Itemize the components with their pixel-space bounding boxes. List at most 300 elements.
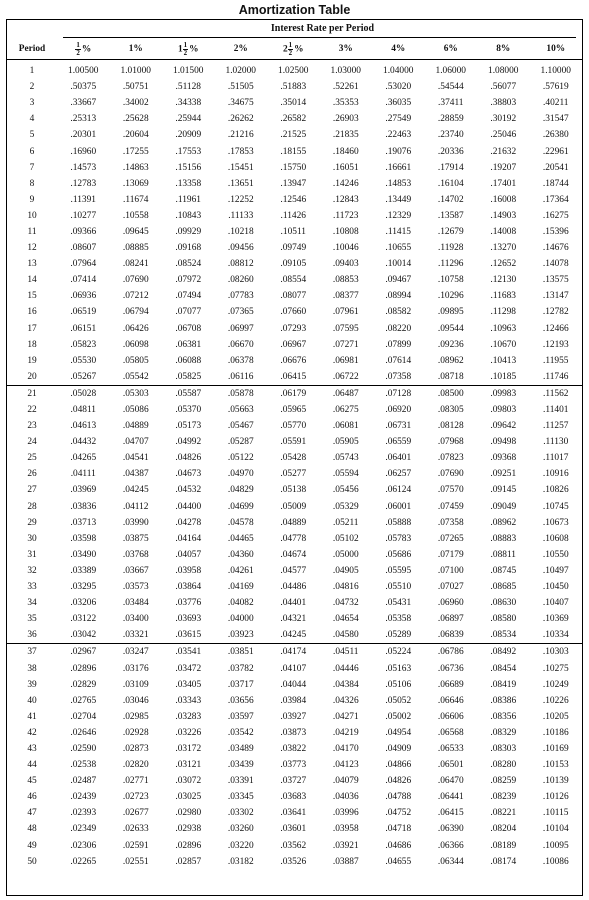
- factor-cell: .09368: [490, 453, 517, 464]
- factor-cell: .03343: [175, 695, 202, 706]
- factor-cell: .03597: [227, 711, 254, 722]
- table-row: [7, 547, 582, 563]
- factor-cell: .14676: [542, 243, 569, 254]
- factor-cell: .07961: [332, 307, 359, 318]
- factor-cell: .20301: [70, 130, 97, 141]
- factor-cell: .03927: [280, 711, 307, 722]
- factor-cell: .05028: [57, 385, 110, 402]
- factor-cell: .10277: [70, 210, 97, 221]
- factor-cell: 1.02500: [278, 66, 309, 77]
- factor-cell: .11928: [438, 243, 464, 254]
- table-row: [7, 402, 582, 418]
- factor-cell: .06646: [437, 695, 464, 706]
- factor-cell: .11674: [123, 194, 149, 205]
- table-row: [7, 531, 582, 547]
- factor-cell: .06967: [280, 339, 307, 350]
- period-cell: 37: [7, 644, 57, 661]
- factor-cell: .04829: [227, 485, 254, 496]
- table-row: [7, 60, 582, 80]
- factor-cell: .04082: [227, 598, 254, 609]
- factor-cell: .21525: [280, 130, 307, 141]
- factor-cell: .09645: [122, 226, 149, 237]
- table-row: [7, 677, 582, 693]
- factor-cell: .50751: [122, 82, 149, 93]
- factor-cell: .02306: [70, 840, 97, 851]
- factor-cell: .04432: [70, 437, 97, 448]
- factor-cell: .03042: [70, 630, 97, 641]
- factor-cell: .25944: [175, 114, 202, 125]
- table-row: [7, 611, 582, 627]
- factor-cell: .04219: [332, 727, 359, 738]
- table-row: [7, 595, 582, 611]
- factor-cell: .07358: [437, 517, 464, 528]
- table-row: [7, 854, 582, 870]
- factor-cell: .07128: [372, 385, 425, 402]
- period-cell: 28: [27, 501, 37, 512]
- factor-cell: .07570: [437, 485, 464, 496]
- factor-cell: .10550: [542, 549, 569, 560]
- factor-cell: .05905: [332, 437, 359, 448]
- factor-cell: .03182: [227, 856, 254, 867]
- factor-cell: .13449: [385, 194, 412, 205]
- factor-cell: .03176: [122, 663, 149, 674]
- factor-cell: .05289: [385, 630, 412, 641]
- factor-cell: .04826: [385, 776, 412, 787]
- factor-cell: .18155: [280, 146, 307, 157]
- factor-cell: .03226: [175, 727, 202, 738]
- factor-cell: .08962: [490, 517, 517, 528]
- factor-cell: .10046: [332, 243, 359, 254]
- factor-cell: .04578: [227, 517, 254, 528]
- factor-cell: .06997: [227, 323, 254, 334]
- factor-cell: .12782: [542, 307, 569, 318]
- factor-cell: .05000: [332, 549, 359, 560]
- table-row: [7, 579, 582, 595]
- factor-cell: .09467: [385, 275, 412, 286]
- factor-cell: .07293: [280, 323, 307, 334]
- period-cell: 40: [27, 695, 37, 706]
- factor-cell: .06415: [437, 808, 464, 819]
- factor-cell: .10186: [542, 727, 569, 738]
- factor-cell: .04401: [280, 598, 307, 609]
- factor-cell: .04123: [332, 760, 359, 771]
- factor-cell: .03260: [227, 824, 254, 835]
- factor-cell: .10745: [542, 501, 569, 512]
- period-cell: 50: [27, 856, 37, 867]
- factor-cell: 1.03000: [330, 66, 361, 77]
- factor-cell: .05456: [332, 485, 359, 496]
- factor-cell: .11723: [333, 210, 359, 221]
- rate-header-5: [320, 39, 373, 60]
- period-cell: 19: [27, 355, 37, 366]
- factor-cell: .06839: [437, 630, 464, 641]
- rate-header-8: [477, 39, 530, 60]
- factor-cell: .03615: [175, 630, 202, 641]
- factor-cell: .09236: [437, 339, 464, 350]
- factor-cell: .09168: [175, 243, 202, 254]
- factor-cell: .04360: [227, 549, 254, 560]
- factor-cell: .20541: [542, 162, 569, 173]
- factor-cell: .14246: [332, 178, 359, 189]
- factor-cell: .08329: [490, 727, 517, 738]
- factor-cell: .05106: [385, 679, 412, 690]
- factor-cell: .06344: [437, 856, 464, 867]
- factor-cell: .05009: [280, 501, 307, 512]
- table-row: [7, 337, 582, 353]
- factor-cell: .03667: [122, 565, 149, 576]
- factor-cell: .06786: [425, 644, 478, 661]
- period-cell: 27: [27, 485, 37, 496]
- factor-cell: .11298: [490, 307, 516, 318]
- table-row: [7, 434, 582, 450]
- factor-cell: .03713: [70, 517, 97, 528]
- rate-header-suffix: %: [294, 44, 304, 54]
- factor-cell: .12679: [437, 226, 464, 237]
- factor-cell: .31547: [542, 114, 569, 125]
- factor-cell: .10014: [385, 259, 412, 270]
- period-cell: 39: [27, 679, 37, 690]
- table-subtitle: Interest Rate per Period: [270, 23, 375, 34]
- factor-cell: .08377: [332, 291, 359, 302]
- factor-cell: .51128: [175, 82, 201, 93]
- factor-cell: .22961: [542, 146, 569, 157]
- factor-cell: .05825: [175, 371, 202, 382]
- factor-cell: .02967: [57, 644, 110, 661]
- factor-cell: .03405: [175, 679, 202, 690]
- factor-cell: .02551: [122, 856, 149, 867]
- factor-cell: .03220: [227, 840, 254, 851]
- factor-cell: .05287: [227, 437, 254, 448]
- period-cell: 18: [27, 339, 37, 350]
- factor-cell: .03295: [70, 582, 97, 593]
- table-row: [7, 627, 582, 644]
- factor-cell: .03958: [175, 565, 202, 576]
- factor-cell: .03283: [175, 711, 202, 722]
- factor-cell: .08174: [490, 856, 517, 867]
- period-cell: 36: [27, 630, 37, 641]
- table-row: [7, 224, 582, 240]
- factor-cell: .03641: [280, 808, 307, 819]
- factor-cell: .04826: [175, 453, 202, 464]
- factor-cell: .08685: [490, 582, 517, 593]
- factor-cell: .06366: [437, 840, 464, 851]
- factor-cell: .12843: [332, 194, 359, 205]
- factor-cell: .07660: [280, 307, 307, 318]
- factor-cell: 1.02000: [225, 66, 256, 77]
- factor-cell: .10758: [437, 275, 464, 286]
- factor-cell: .08220: [385, 323, 412, 334]
- factor-cell: .04486: [280, 582, 307, 593]
- factor-cell: .14702: [437, 194, 464, 205]
- factor-cell: .06501: [437, 760, 464, 771]
- factor-cell: .53020: [385, 82, 412, 93]
- period-cell: 49: [27, 840, 37, 851]
- factor-cell: .03969: [70, 485, 97, 496]
- factor-cell: .10963: [490, 323, 517, 334]
- factor-cell: .11296: [438, 259, 464, 270]
- table-row: [7, 176, 582, 192]
- factor-cell: .26582: [280, 114, 307, 125]
- factor-cell: .02896: [175, 840, 202, 851]
- factor-cell: .10407: [542, 598, 569, 609]
- period-cell: 46: [27, 792, 37, 803]
- factor-cell: 1.06000: [435, 66, 466, 77]
- factor-cell: .02829: [70, 679, 97, 690]
- factor-cell: .08994: [385, 291, 412, 302]
- factor-cell: .07823: [437, 453, 464, 464]
- factor-cell: .03247: [110, 644, 163, 661]
- factor-cell: .10334: [542, 630, 569, 641]
- factor-cell: .09049: [490, 501, 517, 512]
- factor-cell: .08419: [490, 679, 517, 690]
- factor-cell: .08853: [332, 275, 359, 286]
- factor-cell: .09105: [280, 259, 307, 270]
- factor-cell: .03717: [227, 679, 254, 690]
- fraction-numerator: 1: [76, 40, 80, 49]
- factor-cell: .11017: [543, 453, 569, 464]
- period-cell: 42: [27, 727, 37, 738]
- factor-cell: .06426: [122, 323, 149, 334]
- table-row: [7, 741, 582, 757]
- factor-cell: .02349: [70, 824, 97, 835]
- factor-cell: .05428: [280, 453, 307, 464]
- factor-cell: .17914: [437, 162, 464, 173]
- amortization-table: [7, 39, 582, 870]
- period-cell: 1: [29, 66, 35, 77]
- factor-cell: .03836: [70, 501, 97, 512]
- period-cell: 32: [27, 565, 37, 576]
- period-cell: 9: [29, 194, 35, 205]
- factor-cell: .07968: [437, 437, 464, 448]
- factor-cell: .06401: [385, 453, 412, 464]
- table-row: [7, 385, 582, 402]
- factor-cell: .10275: [542, 663, 569, 674]
- factor-cell: .04036: [332, 792, 359, 803]
- factor-cell: .08883: [490, 533, 517, 544]
- factor-cell: .12546: [280, 194, 307, 205]
- factor-cell: .07614: [385, 355, 412, 366]
- factor-cell: .03851: [215, 644, 268, 661]
- factor-cell: .06689: [437, 679, 464, 690]
- period-cell: 22: [27, 405, 37, 416]
- factor-cell: .07783: [227, 291, 254, 302]
- period-cell: 26: [27, 469, 37, 480]
- table-row: [7, 111, 582, 127]
- page-title: Amortization Table: [238, 3, 351, 17]
- factor-cell: .05686: [385, 549, 412, 560]
- factor-cell: .21835: [332, 130, 359, 141]
- table-row: [7, 773, 582, 789]
- factor-cell: .06708: [175, 323, 202, 334]
- factor-cell: .05002: [385, 711, 412, 722]
- factor-cell: 1.04000: [383, 66, 414, 77]
- factor-cell: .06151: [70, 323, 97, 334]
- factor-cell: .16008: [490, 194, 517, 205]
- table-row: [7, 192, 582, 208]
- factor-cell: .02633: [122, 824, 149, 835]
- period-cell: 44: [27, 760, 37, 771]
- factor-cell: .02857: [175, 856, 202, 867]
- factor-cell: .09366: [70, 226, 97, 237]
- factor-cell: .16104: [437, 178, 464, 189]
- factor-cell: .11401: [543, 405, 569, 416]
- factor-cell: .12652: [490, 259, 517, 270]
- factor-cell: .56077: [490, 82, 517, 93]
- factor-cell: .03302: [227, 808, 254, 819]
- factor-cell: .06533: [437, 743, 464, 754]
- factor-cell: .33667: [70, 98, 97, 109]
- factor-cell: .35353: [332, 98, 359, 109]
- factor-cell: .13651: [227, 178, 254, 189]
- factor-cell: .13069: [122, 178, 149, 189]
- factor-cell: .03656: [227, 695, 254, 706]
- factor-cell: .04580: [332, 630, 359, 641]
- table-row: [7, 563, 582, 579]
- fraction-denominator: 2: [288, 48, 293, 57]
- period-cell: 20: [27, 371, 37, 382]
- factor-cell: .04699: [227, 501, 254, 512]
- rate-header-1: [110, 39, 163, 60]
- factor-cell: .03345: [227, 792, 254, 803]
- factor-cell: .51505: [227, 82, 254, 93]
- rate-header-whole: 10%: [546, 43, 566, 54]
- factor-cell: .06606: [437, 711, 464, 722]
- period-cell: 24: [27, 437, 37, 448]
- factor-cell: .13358: [175, 178, 202, 189]
- factor-cell: .02538: [70, 760, 97, 771]
- factor-cell: .21632: [490, 146, 517, 157]
- factor-cell: .04057: [175, 549, 202, 560]
- factor-cell: .08259: [490, 776, 517, 787]
- factor-cell: .04326: [332, 695, 359, 706]
- factor-cell: .03598: [70, 533, 97, 544]
- factor-cell: .05965: [280, 405, 307, 416]
- factor-cell: .57619: [542, 82, 569, 93]
- rate-header-fraction: [75, 42, 81, 57]
- factor-cell: .05805: [122, 355, 149, 366]
- factor-cell: .50375: [70, 82, 97, 93]
- factor-cell: .25046: [490, 130, 517, 141]
- factor-cell: .35014: [280, 98, 307, 109]
- period-cell: 15: [27, 291, 37, 302]
- factor-cell: .26380: [542, 130, 569, 141]
- factor-cell: .10843: [175, 210, 202, 221]
- factor-cell: .10916: [542, 469, 569, 480]
- factor-cell: .05329: [332, 501, 359, 512]
- factor-cell: .06179: [267, 385, 320, 402]
- factor-cell: .04278: [175, 517, 202, 528]
- period-cell: 13: [27, 259, 37, 270]
- factor-cell: .11133: [228, 210, 254, 221]
- table-row: [7, 143, 582, 159]
- factor-cell: .06981: [332, 355, 359, 366]
- factor-cell: .08221: [490, 808, 517, 819]
- factor-cell: .10413: [490, 355, 517, 366]
- factor-cell: .02646: [70, 727, 97, 738]
- factor-cell: .07459: [437, 501, 464, 512]
- factor-cell: .07265: [437, 533, 464, 544]
- factor-cell: .08239: [490, 792, 517, 803]
- factor-cell: .09983: [477, 385, 530, 402]
- period-cell: 4: [29, 114, 35, 125]
- factor-cell: .07690: [437, 469, 464, 480]
- factor-cell: .06441: [437, 792, 464, 803]
- period-cell: 7: [29, 162, 35, 173]
- factor-cell: .09145: [490, 485, 517, 496]
- table-row: [7, 79, 582, 95]
- factor-cell: .17553: [175, 146, 202, 157]
- factor-cell: .08582: [385, 307, 412, 318]
- factor-cell: .23740: [437, 130, 464, 141]
- table-row: [7, 208, 582, 224]
- factor-cell: .05102: [332, 533, 359, 544]
- factor-cell: .05163: [385, 663, 412, 674]
- factor-cell: .06381: [175, 339, 202, 350]
- factor-cell: .10086: [542, 856, 569, 867]
- factor-cell: .38803: [490, 98, 517, 109]
- factor-cell: .09403: [332, 259, 359, 270]
- factor-cell: .10126: [542, 792, 569, 803]
- factor-cell: .03958: [332, 824, 359, 835]
- factor-cell: .03389: [70, 565, 97, 576]
- period-cell: 35: [27, 614, 37, 625]
- factor-cell: .06794: [122, 307, 149, 318]
- factor-cell: .06731: [385, 421, 412, 432]
- factor-cell: .02985: [122, 711, 149, 722]
- table-row: [7, 160, 582, 176]
- factor-cell: .08607: [70, 243, 97, 254]
- factor-cell: .03109: [122, 679, 149, 690]
- factor-cell: .28859: [437, 114, 464, 125]
- factor-cell: .04079: [332, 776, 359, 787]
- factor-cell: .04044: [280, 679, 307, 690]
- factor-cell: .05052: [385, 695, 412, 706]
- factor-cell: .26903: [332, 114, 359, 125]
- factor-cell: .02704: [70, 711, 97, 722]
- factor-cell: .07212: [122, 291, 149, 302]
- factor-cell: .03489: [227, 743, 254, 754]
- factor-cell: .13147: [542, 291, 569, 302]
- factor-cell: .16051: [332, 162, 359, 173]
- factor-cell: .08386: [490, 695, 517, 706]
- factor-cell: .06670: [227, 339, 254, 350]
- factor-cell: .06088: [175, 355, 202, 366]
- factor-cell: .09929: [175, 226, 202, 237]
- factor-cell: .36035: [385, 98, 412, 109]
- table-row: [7, 693, 582, 709]
- rate-header-whole: 1: [177, 44, 183, 54]
- factor-cell: .04788: [385, 792, 412, 803]
- factor-cell: .16661: [385, 162, 412, 173]
- table-row: [7, 450, 582, 466]
- period-cell: 25: [27, 453, 37, 464]
- factor-cell: .10185: [490, 371, 517, 382]
- period-cell: 14: [27, 275, 37, 286]
- factor-cell: .04111: [70, 469, 96, 480]
- factor-cell: .54544: [437, 82, 464, 93]
- factor-cell: .02873: [122, 743, 149, 754]
- factor-cell: .02938: [175, 824, 202, 835]
- factor-cell: 1.10000: [540, 66, 571, 77]
- factor-cell: .04654: [332, 614, 359, 625]
- factor-cell: .10608: [542, 533, 569, 544]
- factor-cell: .05783: [385, 533, 412, 544]
- factor-cell: .09642: [490, 421, 517, 432]
- factor-cell: .03025: [175, 792, 202, 803]
- table-row: [7, 321, 582, 337]
- period-cell: 12: [27, 243, 37, 254]
- factor-cell: .03484: [122, 598, 149, 609]
